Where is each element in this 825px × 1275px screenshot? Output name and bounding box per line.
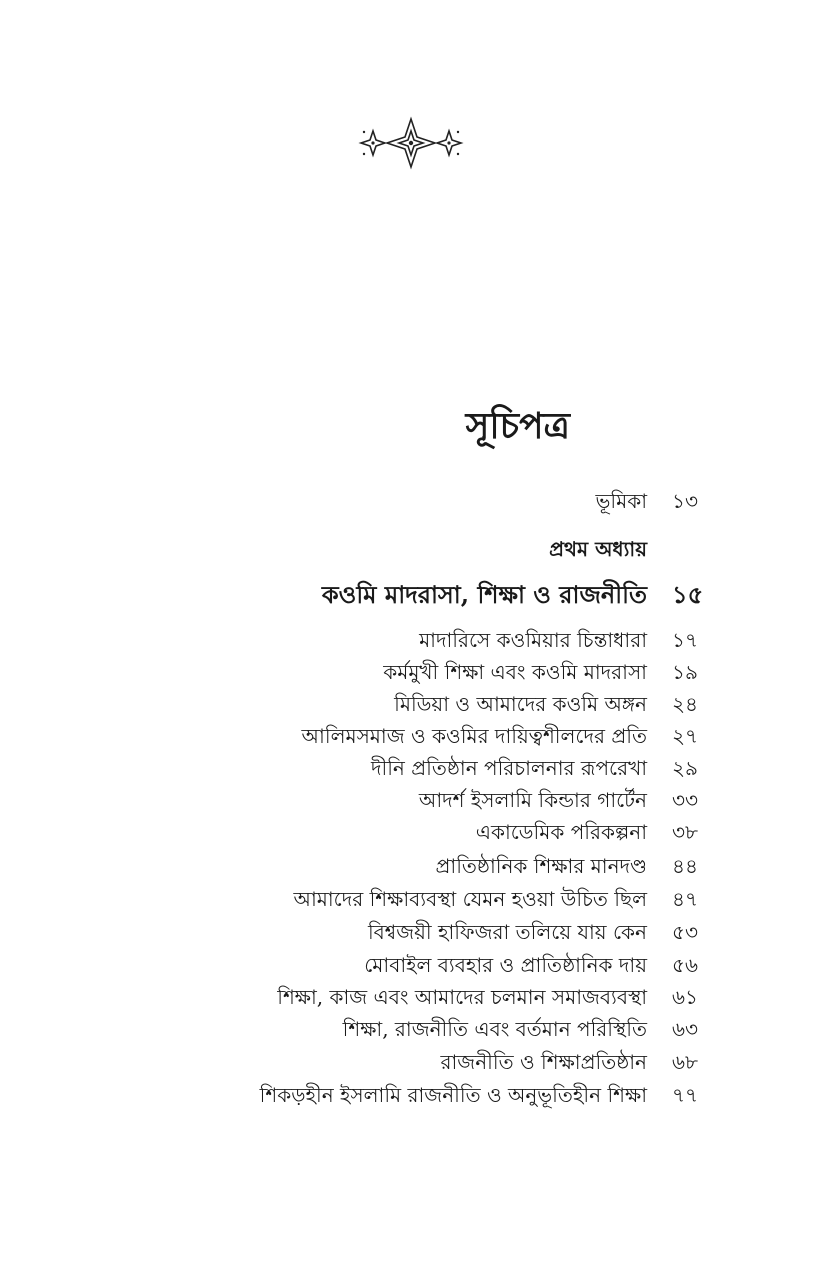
toc-row[interactable] bbox=[0, 916, 825, 948]
toc-row[interactable] bbox=[0, 816, 825, 848]
toc-entry-label: মাদারিসে কওমিয়ার চিন্তাধারা bbox=[419, 628, 647, 652]
toc-entry-page: ২৭ bbox=[672, 724, 699, 748]
toc-entry-label: বিশ্বজয়ী হাফিজরা তলিয়ে যায় কেন bbox=[367, 920, 647, 944]
toc-entry-page: ৬৮ bbox=[672, 1050, 698, 1074]
toc-entry-label: প্রাতিষ্ঠানিক শিক্ষার মানদণ্ড bbox=[435, 854, 647, 878]
chapter-page: ১৫ bbox=[672, 580, 704, 609]
toc-entry-page: ১৭ bbox=[672, 628, 698, 652]
toc-row[interactable] bbox=[0, 1079, 825, 1111]
toc-entry-label: শিকড়হীন ইসলামি রাজনীতি ও অনুভূতিহীন শিক্ষা bbox=[259, 1083, 647, 1107]
toc-entry-page: ১৯ bbox=[672, 660, 698, 684]
toc-entry-page: ৫৬ bbox=[672, 953, 698, 977]
chapter-title: কওমি মাদরাসা, শিক্ষা ও রাজনীতি bbox=[321, 580, 647, 609]
section-heading-label: প্রথম অধ্যায় bbox=[549, 537, 647, 561]
toc-entry-label: মিডিয়া ও আমাদের কওমি অঙ্গন bbox=[394, 692, 647, 716]
toc-entry-page: ৬১ bbox=[672, 985, 698, 1009]
toc-entry-page: ৫৩ bbox=[672, 920, 698, 944]
page-title: সূচিপত্র bbox=[465, 405, 570, 447]
toc-entry-label: কর্মমুখী শিক্ষা এবং কওমি মাদরাসা bbox=[383, 660, 647, 684]
toc-entry-label: দীনি প্রতিষ্ঠান পরিচালনার রূপরেখা bbox=[370, 756, 647, 780]
toc-entry-page: ৪৭ bbox=[672, 887, 698, 911]
toc-section-heading bbox=[0, 533, 825, 565]
toc-row[interactable] bbox=[0, 850, 825, 882]
toc-entry-label: ভূমিকা bbox=[595, 489, 647, 513]
toc-row[interactable] bbox=[0, 1046, 825, 1078]
toc-entry-label: আলিমসমাজ ও কওমির দায়িত্বশীলদের প্রতি bbox=[301, 724, 647, 748]
toc-row[interactable] bbox=[0, 784, 825, 816]
toc-entry-page: ৩৩ bbox=[672, 788, 699, 812]
toc-entry-label: আমাদের শিক্ষাব্যবস্থা যেমন হওয়া উচিত ছিল bbox=[293, 887, 647, 911]
toc-entry-label: রাজনীতি ও শিক্ষাপ্রতিষ্ঠান bbox=[440, 1050, 647, 1074]
toc-row-chapter[interactable] bbox=[0, 577, 825, 609]
toc-entry-label: শিক্ষা, রাজনীতি এবং বর্তমান পরিস্থিতি bbox=[342, 1017, 647, 1041]
toc-entry-page: ৭৭ bbox=[672, 1083, 699, 1107]
toc-row[interactable] bbox=[0, 688, 825, 720]
toc-entry-page: ৬৩ bbox=[672, 1017, 699, 1041]
toc-entry-label: মোবাইল ব্যবহার ও প্রাতিষ্ঠানিক দায় bbox=[364, 953, 647, 977]
toc-row[interactable] bbox=[0, 720, 825, 752]
toc-row[interactable] bbox=[0, 624, 825, 656]
toc-row[interactable] bbox=[0, 981, 825, 1013]
toc-entry-label: শিক্ষা, কাজ এবং আমাদের চলমান সমাজব্যবস্থা bbox=[277, 985, 647, 1009]
toc-entry-page: ৩৮ bbox=[672, 820, 698, 844]
toc-row[interactable] bbox=[0, 656, 825, 688]
toc-entry-page: ২৯ bbox=[672, 756, 698, 780]
toc-row[interactable] bbox=[0, 949, 825, 981]
toc-row-intro[interactable] bbox=[0, 485, 825, 517]
toc-row[interactable] bbox=[0, 883, 825, 915]
toc-entry-label: একাডেমিক পরিকল্পনা bbox=[475, 820, 647, 844]
toc-entry-page: ২৪ bbox=[672, 692, 698, 716]
toc-entry-page: ৪৪ bbox=[672, 854, 698, 878]
toc-row[interactable] bbox=[0, 1013, 825, 1045]
toc-entry-page: ১৩ bbox=[672, 489, 698, 513]
toc-row[interactable] bbox=[0, 752, 825, 784]
toc-entry-label: আদর্শ ইসলামি কিন্ডার গার্টেন bbox=[418, 788, 647, 812]
